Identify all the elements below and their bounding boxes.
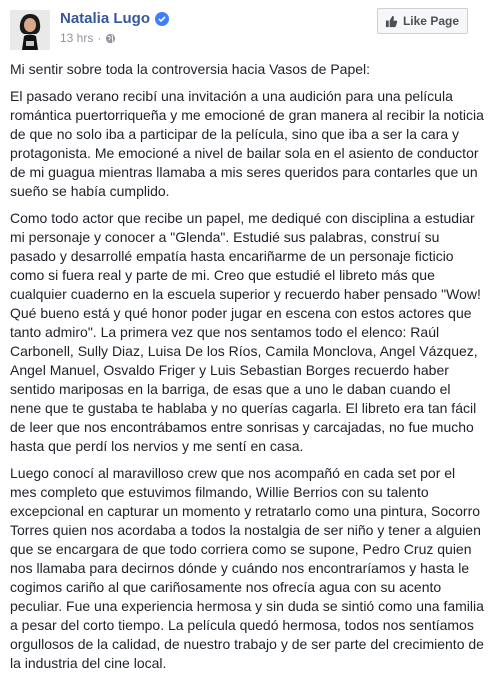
- thumbs-up-icon: [385, 15, 398, 28]
- page-name-text[interactable]: Natalia Lugo: [60, 10, 151, 27]
- post-paragraph: Luego conocí al maravilloso crew que nos acompañó en cada set por el mes completo que estuvimos filmando, Willie Berrios con su talento excepcional en capturar un momento y retratarlo como una pintura, Socorro Torres quien nos acordaba a todos la nostalgia de ser niño y tener a alguien que se encargara de que todo corriera como se supone, Pedro Cruz quien nos llamaba para decirnos dónde y cuándo nos encontraríamos y hasta le cogimos cariño al que cariñosamente nos ofrecía agua con su acento peculiar. Fue una experiencia hermosa y sin duda se sintió como una familia a pesar del corto tiempo. La película quedó hermosa, todos nos sentíamos orgullosos de la calidad, de nuestro trabajo y de ser parte del crecimiento de la industria del cine local.: [10, 465, 484, 671]
- globe-icon[interactable]: [105, 33, 116, 44]
- post-paragraph: Mi sentir sobre toda la controversia hacia Vasos de Papel:: [10, 61, 371, 77]
- post-body: [10, 60, 484, 681]
- like-page-button[interactable]: [377, 8, 468, 34]
- meta-separator: ·: [97, 31, 102, 45]
- post-timestamp[interactable]: 13 hrs: [60, 31, 94, 45]
- page-avatar[interactable]: [10, 10, 50, 50]
- post-paragraph: Como todo actor que recibe un papel, me dediqué con disciplina a estudiar mi personaje y conocer a "Glenda". Estudié sus palabras, construí su pasado y desarrollé empatía hasta encariñarme de un personaje ficticio como si fuera real y parte de mi. Creo que estudié el libreto más que cualquier cuaderno en la escuela superior y recuerdo haber pensado "Wow! Qué bueno está y qué honor poder jugar en escena con estos actores que tanto admiro". La primera vez que nos sentamos todo el elenco: Raúl Carbonell, Sully Diaz, Luisa De los Ríos, Camila Monclova, Angel Vázquez, Angel Manuel, Osvaldo Friger y Luis Sebastian Borges recuerdo haber sentido mariposas en la barriga, de esas que a uno le daban cuando el nene que te gustaba te hablaba y no querías cagarla. El libreto era tan fácil de leer que nos encontrábamos entre sonrisas y carcajadas, no fue mucho hasta que perdí los nervios y me sentí en casa.: [10, 210, 481, 454]
- avatar-image: [10, 10, 50, 50]
- like-page-label[interactable]: Like Page: [402, 14, 459, 28]
- page-name[interactable]: [60, 10, 169, 27]
- post-header: [0, 0, 492, 56]
- verified-badge-icon: [155, 12, 169, 26]
- post-paragraph: El pasado verano recibí una invitación a una audición para una película romántica puertorriqueña y me emocioné de gran manera al recibir la noticia de que no solo iba a participar de la película, sino que iba a ser la cara y protagonista. Me emocioné a nivel de bailar sola en el asiento de conductor de mi guagua mientras llamaba a mis seres queridos para contarles que un sueño se había cumplido.: [10, 88, 484, 199]
- post-meta: [60, 31, 116, 45]
